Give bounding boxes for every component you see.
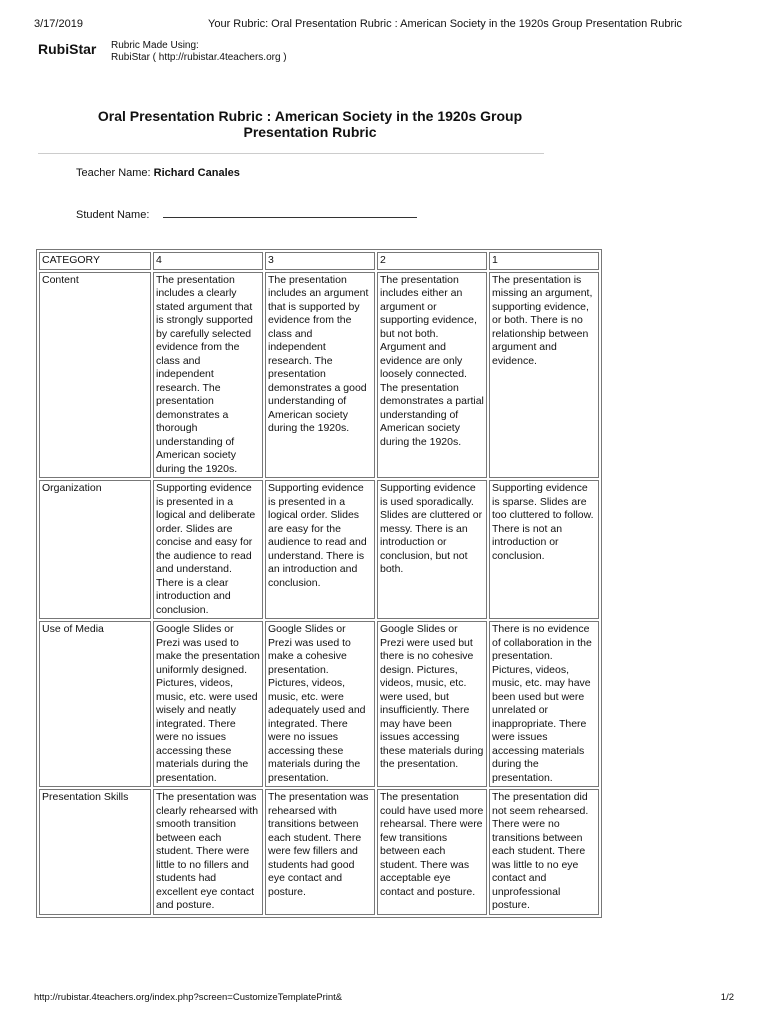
- criteria-cell: Supporting evidence is presented in a logical and deliberate order. Slides are concise and easy for the audience to read and understand. There is a clear introduction and conclusion.: [153, 480, 263, 619]
- rubric-row-content: [39, 272, 599, 479]
- criteria-cell: The presentation includes either an argument or supporting evidence, but not both. Argument and evidence are only loosely connected. The presentation demonstrates a partial understanding of American society during the 1920s.: [377, 272, 487, 479]
- rubistar-logo: RubiStar: [38, 41, 97, 57]
- criteria-cell: Google Slides or Prezi were used but there is no cohesive design. Pictures, videos, music, etc. were used, but insufficiently. There may have been issues accessing these materials during the presentation.: [377, 621, 487, 787]
- category-cell: Content: [39, 272, 151, 479]
- category-cell: Organization: [39, 480, 151, 619]
- rubric-row-presentation-skills: [39, 789, 599, 915]
- rubric-title: [40, 108, 580, 140]
- criteria-cell: The presentation is missing an argument, supporting evidence, or both. There is no relationship between argument and evidence.: [489, 272, 599, 479]
- rubric-title-line1: Oral Presentation Rubric : American Society in the 1920s Group: [97, 108, 523, 124]
- made-using-label: Rubric Made Using:: [111, 40, 199, 51]
- criteria-cell: Supporting evidence is sparse. Slides are too cluttered to follow. There is not an introduction or conclusion.: [489, 480, 599, 619]
- teacher-name-label: Teacher Name:: [76, 167, 151, 179]
- print-page-title: Your Rubric: Oral Presentation Rubric : American Society in the 1920s Group Presentation Rubric: [208, 18, 683, 30]
- criteria-cell: Google Slides or Prezi was used to make the presentation uniformly designed. Pictures, videos, music, etc. were used wisely and neatly integrated. There were no issues accessing these materials during the presentation.: [153, 621, 263, 787]
- student-name-row: [76, 208, 417, 221]
- header-score-4: 4: [153, 252, 263, 270]
- criteria-cell: The presentation could have used more rehearsal. There were few transitions between each student. There was acceptable eye contact and posture.: [377, 789, 487, 915]
- rubric-header-row: [39, 252, 599, 270]
- category-cell: Presentation Skills: [39, 789, 151, 915]
- rubric-table: [36, 249, 602, 918]
- title-divider: [38, 153, 544, 154]
- criteria-cell: Supporting evidence is used sporadically. Slides are cluttered or messy. There is an introduction or conclusion, but not both.: [377, 480, 487, 619]
- teacher-name-value: Richard Canales: [153, 167, 240, 179]
- category-cell: Use of Media: [39, 621, 151, 787]
- criteria-cell: There is no evidence of collaboration in the presentation. Pictures, videos, music, etc. may have been used but were unrelated or inappropriate. There were issues accessing materials during the presentation.: [489, 621, 599, 787]
- rubric-row-organization: [39, 480, 599, 619]
- criteria-cell: The presentation did not seem rehearsed. There were no transitions between each student. There was little to no eye contact and unprofessional posture.: [489, 789, 599, 915]
- student-name-label: Student Name:: [76, 209, 150, 221]
- header-score-1: 1: [489, 252, 599, 270]
- header-score-3: 3: [265, 252, 375, 270]
- criteria-cell: The presentation includes an argument that is supported by evidence from the class and independent research. The presentation demonstrates a good understanding of American society during the 1920s.: [265, 272, 375, 479]
- teacher-name-row: [76, 167, 240, 179]
- criteria-cell: Supporting evidence is presented in a logical order. Slides are easy for the audience to read and understand. There is an introduction and conclusion.: [265, 480, 375, 619]
- criteria-cell: The presentation was clearly rehearsed with smooth transition between each student. There were little to no fillers and students had excellent eye contact and posture.: [153, 789, 263, 915]
- rubric-row-use-of-media: [39, 621, 599, 787]
- header-score-2: 2: [377, 252, 487, 270]
- student-name-blank: [163, 208, 417, 218]
- criteria-cell: The presentation includes a clearly stated argument that is strongly supported by carefully selected evidence from the class and independent research. The presentation demonstrates a thorough understanding of American society during the 1920s.: [153, 272, 263, 479]
- print-date: 3/17/2019: [34, 18, 83, 30]
- header-category: CATEGORY: [39, 252, 151, 270]
- print-footer-url: http://rubistar.4teachers.org/index.php?screen=CustomizeTemplatePrint&: [34, 992, 343, 1003]
- rubric-title-line2: Presentation Rubric: [243, 124, 377, 140]
- criteria-cell: The presentation was rehearsed with transitions between each student. There were few fillers and students had good eye contact and posture.: [265, 789, 375, 915]
- print-page-number: 1/2: [720, 992, 734, 1003]
- made-using-note: [111, 40, 287, 64]
- made-using-link[interactable]: RubiStar ( http://rubistar.4teachers.org ): [111, 52, 287, 63]
- criteria-cell: Google Slides or Prezi was used to make a cohesive presentation. Pictures, videos, music, etc. were adequately used and integrated. There were no issues accessing these materials during the presentation.: [265, 621, 375, 787]
